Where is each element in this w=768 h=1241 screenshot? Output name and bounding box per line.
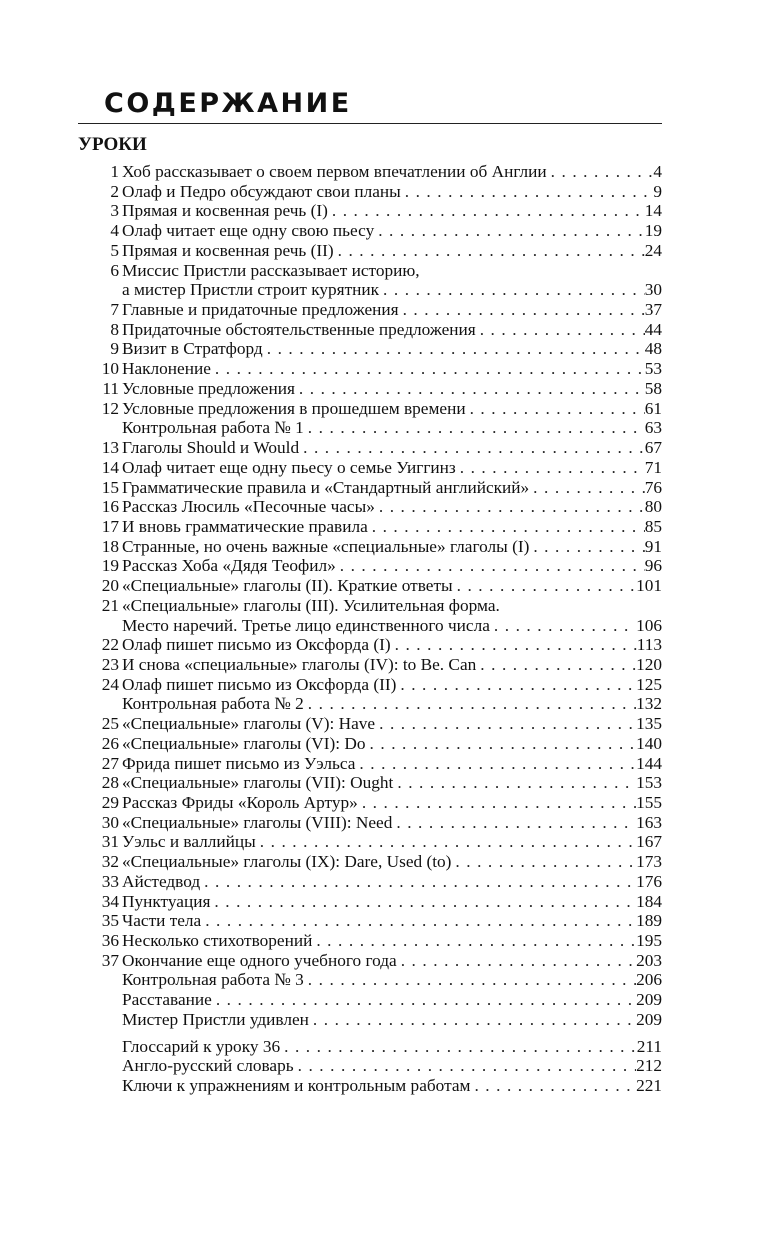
toc-entry-page: 120 xyxy=(636,654,662,674)
toc-entry-title: Прямая и косвенная речь (I) xyxy=(122,201,328,221)
toc-entry-number: 26 xyxy=(101,733,119,753)
toc-entry[interactable] xyxy=(78,616,662,636)
toc-entry-title: Прямая и косвенная речь (II) xyxy=(122,240,334,260)
dot-leader xyxy=(466,399,645,419)
toc-entry[interactable] xyxy=(78,832,662,852)
toc-entry-page: 209 xyxy=(636,1009,662,1029)
toc-entry-number: 13 xyxy=(101,438,119,458)
section-heading: УРОКИ xyxy=(78,134,147,155)
toc-entry[interactable] xyxy=(78,399,662,419)
toc-entry-title: «Специальные» глаголы (VI): Do xyxy=(122,733,366,753)
toc-entry-title: «Специальные» глаголы (III). Усилительная форма. xyxy=(122,595,500,615)
dot-leader xyxy=(476,655,636,675)
dot-leader xyxy=(392,813,636,833)
toc-entry-page: 76 xyxy=(644,477,662,497)
toc-entry-title: Пунктуация xyxy=(122,891,211,911)
toc-entry[interactable] xyxy=(78,694,662,714)
toc-entry-number: 20 xyxy=(101,576,119,596)
dot-leader xyxy=(211,359,645,379)
toc-entry-page: 61 xyxy=(644,398,662,418)
toc-entry-title: Хоб рассказывает о своем первом впечатлении об Англии xyxy=(122,162,547,181)
toc-entry-page: 63 xyxy=(644,418,662,438)
toc-entry-number: 14 xyxy=(101,457,119,477)
toc-entry-page: 195 xyxy=(636,931,662,951)
toc-entry-title: Наклонение xyxy=(122,359,211,379)
toc-entry[interactable] xyxy=(78,734,662,754)
toc-entry[interactable] xyxy=(78,517,662,537)
toc-entry[interactable] xyxy=(78,773,662,793)
dot-leader xyxy=(399,300,645,320)
toc-entry[interactable] xyxy=(78,793,662,813)
toc-entry-title: Несколько стихотворений xyxy=(122,931,313,951)
dot-leader xyxy=(379,280,645,300)
toc-entry-title: Рассказ Люсиль «Песочные часы» xyxy=(122,497,375,517)
toc-entry-page: 163 xyxy=(636,812,662,832)
toc-entry[interactable] xyxy=(78,970,662,990)
toc-entry-number: 35 xyxy=(101,911,119,931)
toc-entry-number: 32 xyxy=(101,852,119,872)
dot-leader xyxy=(295,379,645,399)
toc-entry-number: 7 xyxy=(110,300,119,320)
toc-entry-number: 5 xyxy=(110,240,119,260)
toc-entry-number: 12 xyxy=(101,398,119,418)
dot-leader xyxy=(476,320,645,340)
toc-entry-page: 125 xyxy=(636,674,662,694)
toc-entry-page: 184 xyxy=(636,891,662,911)
toc-entry-number: 31 xyxy=(101,832,119,852)
toc-entry-number: 9 xyxy=(110,339,119,359)
toc-entry[interactable] xyxy=(78,714,662,734)
toc-entry-page: 71 xyxy=(644,457,662,477)
toc-entry-title: Придаточные обстоятельственные предложения xyxy=(122,319,476,339)
dot-leader xyxy=(397,951,636,971)
toc-entry-title: Главные и придаточные предложения xyxy=(122,300,399,320)
toc-entry[interactable] xyxy=(78,596,662,616)
toc-entry-title: Мистер Пристли удивлен xyxy=(122,1009,309,1029)
toc-entry-title: Расставание xyxy=(122,990,212,1010)
toc-entry-number: 19 xyxy=(101,556,119,576)
dot-leader xyxy=(304,418,645,438)
dot-leader xyxy=(375,497,645,517)
toc-entry-title: Миссис Пристли рассказывает историю, xyxy=(122,260,420,280)
toc-entry-title: Рассказ Фриды «Король Артур» xyxy=(122,793,358,812)
dot-leader xyxy=(529,537,644,557)
toc-entry-title: И снова «специальные» глаголы (IV): to Be. Can xyxy=(122,654,477,674)
toc-entry-number: 25 xyxy=(101,714,119,734)
toc-entry-number: 17 xyxy=(101,516,119,536)
toc-entry-page: 153 xyxy=(636,773,662,793)
toc-entry-title: Айстедвод xyxy=(122,871,201,891)
toc-entry[interactable] xyxy=(78,320,662,340)
toc-entry-page: 101 xyxy=(636,576,662,596)
dot-leader xyxy=(366,734,637,754)
toc-entry[interactable] xyxy=(78,655,662,675)
dot-leader xyxy=(451,852,636,872)
dot-leader xyxy=(368,517,645,537)
toc-entry-title: Контрольная работа № 2 xyxy=(122,694,304,714)
toc-entry[interactable] xyxy=(78,754,662,774)
dot-leader xyxy=(396,675,636,695)
page-title: СОДЕРЖАНИЕ xyxy=(104,88,352,119)
toc-entry-title: «Специальные» глаголы (V): Have xyxy=(122,714,376,734)
toc-entry-title: Грамматические правила и «Стандартный английский» xyxy=(122,477,530,497)
toc-entry[interactable] xyxy=(78,478,662,498)
toc-entry-page: 14 xyxy=(644,201,662,221)
toc-entry-page: 173 xyxy=(636,852,662,872)
toc-entry-page: 44 xyxy=(644,319,662,339)
toc-entry-title: Олаф пишет письмо из Оксфорда (II) xyxy=(122,674,397,694)
toc-entry[interactable] xyxy=(78,182,662,202)
toc-entry-number: 11 xyxy=(102,378,119,398)
toc-entry-number: 36 xyxy=(101,931,119,951)
toc-entry-title: Глоссарий к уроку 36 xyxy=(122,1036,281,1056)
toc-entry-title: Окончание еще одного учебного года xyxy=(122,950,397,970)
toc-entry-page: 91 xyxy=(644,536,662,556)
toc-entry-page: 24 xyxy=(644,240,662,260)
toc-entry-page: 176 xyxy=(636,871,662,891)
toc-entry[interactable] xyxy=(78,675,662,695)
toc-entry-page: 221 xyxy=(636,1076,662,1096)
toc-entry-number: 6 xyxy=(110,260,119,280)
toc-entry-page: 212 xyxy=(636,1056,662,1076)
toc-entry-number: 2 xyxy=(110,181,119,201)
toc-entry-page: 37 xyxy=(644,300,662,320)
toc-entry-title: Фрида пишет письмо из Уэльса xyxy=(122,753,356,773)
toc-entry-page: 30 xyxy=(644,280,662,300)
toc-entry-title: Олаф пишет письмо из Оксфорда (I) xyxy=(122,635,391,655)
dot-leader xyxy=(210,892,636,912)
toc-entry[interactable] xyxy=(78,201,662,221)
dot-leader xyxy=(304,970,636,990)
toc-entry-number: 15 xyxy=(101,477,119,497)
toc-entry-page: 85 xyxy=(644,516,662,536)
toc-entry-page: 209 xyxy=(636,990,662,1010)
toc-entry-number: 28 xyxy=(101,773,119,793)
toc-entry-title: Контрольная работа № 3 xyxy=(122,970,304,990)
toc-entry[interactable] xyxy=(78,339,662,359)
toc-entry[interactable] xyxy=(78,1056,662,1076)
toc-entry-number: 24 xyxy=(101,674,119,694)
toc-entry-number: 3 xyxy=(110,201,119,221)
toc-entry-number: 18 xyxy=(101,536,119,556)
toc-entry-title: Странные, но очень важные «специальные» глаголы (I) xyxy=(122,536,530,556)
toc-entry-page: 135 xyxy=(636,714,662,734)
toc-entry-title: Условные предложения в прошедшем времени xyxy=(122,398,466,418)
dot-leader xyxy=(393,773,636,793)
dot-leader xyxy=(470,1076,636,1096)
dot-leader xyxy=(328,201,645,221)
toc-entry[interactable] xyxy=(78,221,662,241)
dot-leader xyxy=(201,911,636,931)
dot-leader xyxy=(529,478,645,498)
toc-entry-number: 16 xyxy=(101,497,119,517)
dot-leader xyxy=(547,162,654,182)
toc-entry[interactable] xyxy=(78,1010,662,1030)
dot-leader xyxy=(200,872,636,892)
toc-entry-page: 19 xyxy=(644,221,662,241)
dot-leader xyxy=(355,754,636,774)
dot-leader xyxy=(456,458,645,478)
toc-entry[interactable] xyxy=(78,576,662,596)
toc-entry[interactable] xyxy=(78,418,662,438)
toc-entry-number: 30 xyxy=(101,812,119,832)
toc-entry-page: 80 xyxy=(644,497,662,517)
toc-entry-title: Рассказ Хоба «Дядя Теофил» xyxy=(122,556,336,576)
toc-entry-title: Части тела xyxy=(122,911,202,931)
toc-entry[interactable] xyxy=(78,162,662,182)
toc-entry-number: 29 xyxy=(101,793,119,812)
toc-entry-page: 167 xyxy=(636,832,662,852)
toc-entry[interactable] xyxy=(78,537,662,557)
toc-entry-title: «Специальные» глаголы (IX): Dare, Used (to) xyxy=(122,852,452,872)
toc-entry-number: 1 xyxy=(110,162,119,181)
toc-entry-title: Контрольная работа № 1 xyxy=(122,418,304,438)
dot-leader xyxy=(312,931,636,951)
toc-entry-title: «Специальные» глаголы (VIII): Need xyxy=(122,812,393,832)
toc-entry[interactable] xyxy=(78,1037,662,1057)
toc-entry-title: Место наречий. Третье лицо единственного числа xyxy=(122,615,490,635)
dot-leader xyxy=(490,616,636,636)
toc-entry[interactable] xyxy=(78,241,662,261)
title-divider xyxy=(78,123,662,124)
toc-entry[interactable] xyxy=(78,892,662,912)
toc-entry[interactable] xyxy=(78,359,662,379)
toc-entry-page: 206 xyxy=(636,970,662,990)
dot-leader xyxy=(391,635,637,655)
toc-entry[interactable] xyxy=(78,911,662,931)
toc-entry-number: 34 xyxy=(101,891,119,911)
dot-leader xyxy=(401,182,654,202)
toc-entry[interactable] xyxy=(78,1076,662,1096)
dot-leader xyxy=(309,1010,636,1030)
toc-entry-page: 132 xyxy=(636,694,662,714)
toc-entry[interactable] xyxy=(78,990,662,1010)
toc-entry-page: 58 xyxy=(644,378,662,398)
toc-entry-number: 8 xyxy=(110,319,119,339)
dot-leader xyxy=(263,339,645,359)
toc-entry-page: 4 xyxy=(653,162,662,181)
toc-entry[interactable] xyxy=(78,261,662,281)
toc-entry-page: 113 xyxy=(636,635,662,655)
dot-leader xyxy=(304,694,636,714)
toc-entry-number: 4 xyxy=(110,221,119,241)
toc-entry-number: 21 xyxy=(101,595,119,615)
toc-entry-title: а мистер Пристли строит курятник xyxy=(122,280,380,300)
toc-entry[interactable] xyxy=(78,872,662,892)
dot-leader xyxy=(334,241,645,261)
toc-entry-page: 189 xyxy=(636,911,662,931)
toc-entry-page: 144 xyxy=(636,753,662,773)
toc-entry-page: 155 xyxy=(636,793,662,812)
toc-entry-title: Уэльс и валлийцы xyxy=(122,832,256,852)
toc-entry-number: 37 xyxy=(101,950,119,970)
toc-entry-number: 22 xyxy=(101,635,119,655)
dot-leader xyxy=(374,221,645,241)
toc-entry[interactable] xyxy=(78,951,662,971)
toc-entry-title: Олаф читает еще одну свою пьесу xyxy=(122,221,375,241)
toc-entry-title: И вновь грамматические правила xyxy=(122,516,368,536)
toc-entry-title: Визит в Стратфорд xyxy=(122,339,263,359)
toc-entry[interactable] xyxy=(78,438,662,458)
toc-entry[interactable] xyxy=(78,813,662,833)
table-of-contents xyxy=(78,162,662,1096)
toc-entry[interactable] xyxy=(78,852,662,872)
toc-entry-page: 203 xyxy=(636,950,662,970)
dot-leader xyxy=(453,576,636,596)
toc-entry-page: 211 xyxy=(636,1036,662,1056)
toc-entry-title: Глаголы Should и Would xyxy=(122,438,300,458)
toc-entry[interactable] xyxy=(78,379,662,399)
toc-entry-page: 140 xyxy=(636,733,662,753)
toc-entry-title: «Специальные» глаголы (VII): Ought xyxy=(122,773,394,793)
dot-leader xyxy=(375,714,636,734)
toc-entry[interactable] xyxy=(78,458,662,478)
toc-entry-number: 23 xyxy=(101,654,119,674)
dot-leader xyxy=(336,556,645,576)
toc-entry-title: Условные предложения xyxy=(122,378,295,398)
toc-entry-title: «Специальные» глаголы (II). Краткие ответы xyxy=(122,576,453,596)
dot-leader xyxy=(299,438,645,458)
toc-entry-page: 96 xyxy=(644,556,662,576)
dot-leader xyxy=(212,990,636,1010)
toc-entry-number: 33 xyxy=(101,871,119,891)
toc-entry-title: Олаф читает еще одну пьесу о семье Уиггинз xyxy=(122,457,456,477)
toc-entry-title: Олаф и Педро обсуждают свои планы xyxy=(122,181,401,201)
toc-entry[interactable] xyxy=(78,280,662,300)
dot-leader xyxy=(294,1056,636,1076)
toc-entry[interactable] xyxy=(78,931,662,951)
toc-entry[interactable] xyxy=(78,556,662,576)
toc-entry-title: Англо-русский словарь xyxy=(122,1056,294,1076)
toc-entry-number: 27 xyxy=(101,753,119,773)
dot-leader xyxy=(358,793,636,813)
toc-entry-page: 48 xyxy=(644,339,662,359)
toc-entry-page: 9 xyxy=(653,181,662,201)
toc-entry-title: Ключи к упражнениям и контрольным работам xyxy=(122,1076,471,1096)
toc-entry-number: 10 xyxy=(101,359,119,379)
toc-entry-page: 106 xyxy=(636,615,662,635)
toc-entry-page: 53 xyxy=(644,359,662,379)
toc-entry[interactable] xyxy=(78,497,662,517)
dot-leader xyxy=(256,832,636,852)
toc-entry-page: 67 xyxy=(644,438,662,458)
toc-entry[interactable] xyxy=(78,300,662,320)
toc-entry[interactable] xyxy=(78,635,662,655)
dot-leader xyxy=(280,1037,637,1057)
